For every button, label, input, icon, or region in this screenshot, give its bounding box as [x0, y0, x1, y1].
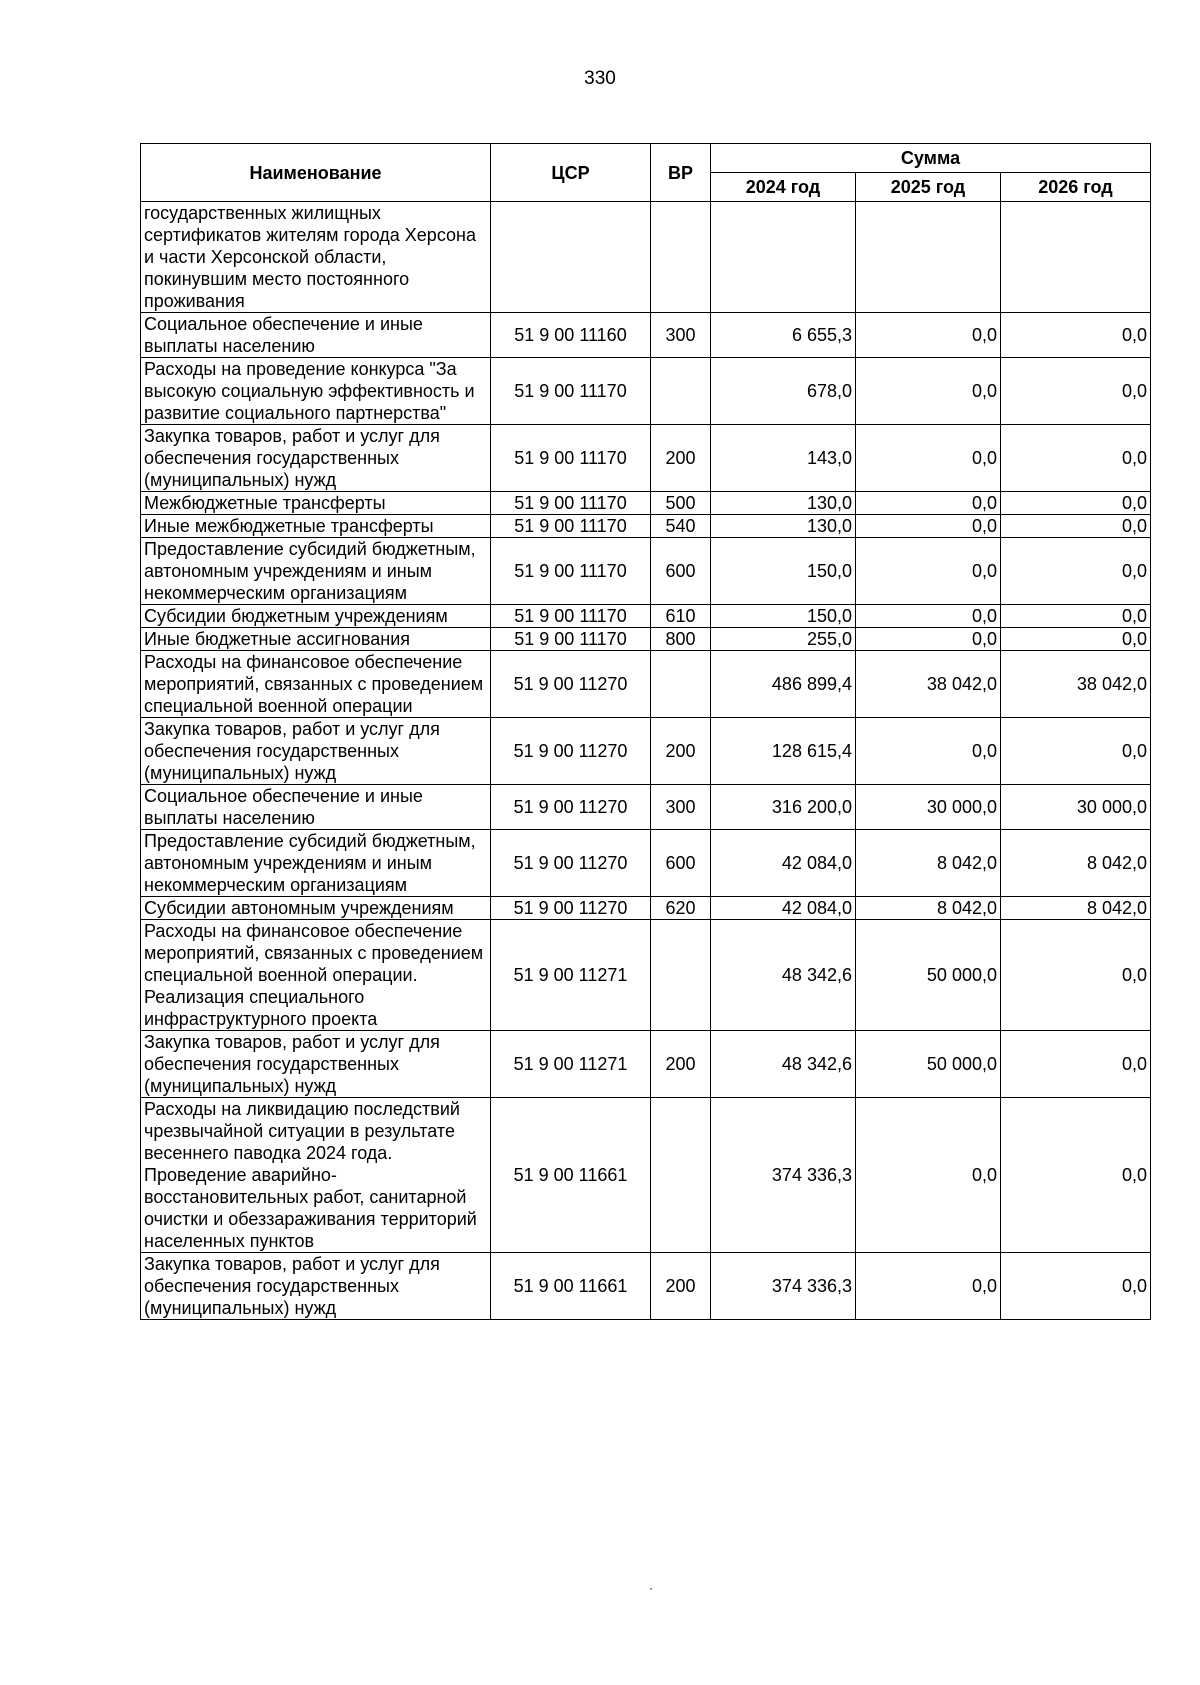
cell-y2026: 0,0 — [1001, 538, 1151, 605]
cell-y2024: 316 200,0 — [711, 785, 856, 830]
cell-csr: 51 9 00 11170 — [491, 515, 651, 538]
cell-csr: 51 9 00 11270 — [491, 897, 651, 920]
cell-csr: 51 9 00 11270 — [491, 785, 651, 830]
table-row — [141, 651, 1151, 718]
cell-y2025: 0,0 — [856, 1253, 1001, 1320]
table-row — [141, 1098, 1151, 1253]
cell-name: Расходы на ликвидацию последствий чрезвычайной ситуации в результате весеннего паводка 2024 года. Проведение аварийно-восстановительных работ, санитарной очистки и обеззараживания территорий населенных пунктов — [141, 1098, 491, 1253]
cell-vr: 600 — [651, 538, 711, 605]
cell-y2026: 30 000,0 — [1001, 785, 1151, 830]
cell-y2026: 0,0 — [1001, 358, 1151, 425]
cell-name: Закупка товаров, работ и услуг для обеспечения государственных (муниципальных) нужд — [141, 425, 491, 492]
cell-y2025: 50 000,0 — [856, 920, 1001, 1031]
cell-name: Иные бюджетные ассигнования — [141, 628, 491, 651]
cell-vr: 620 — [651, 897, 711, 920]
cell-y2025: 50 000,0 — [856, 1031, 1001, 1098]
cell-y2025: 0,0 — [856, 515, 1001, 538]
cell-y2026: 38 042,0 — [1001, 651, 1151, 718]
cell-name: государственных жилищных сертификатов жителям города Херсона и части Херсонской области, покинувшим место постоянного проживания — [141, 202, 491, 313]
cell-y2024: 486 899,4 — [711, 651, 856, 718]
cell-y2025: 0,0 — [856, 1098, 1001, 1253]
budget-table — [140, 143, 1151, 1320]
cell-y2026: 0,0 — [1001, 425, 1151, 492]
cell-name: Предоставление субсидий бюджетным, автономным учреждениям и иным некоммерческим организациям — [141, 538, 491, 605]
cell-vr: 200 — [651, 425, 711, 492]
cell-y2024: 128 615,4 — [711, 718, 856, 785]
cell-csr: 51 9 00 11160 — [491, 313, 651, 358]
cell-name: Межбюджетные трансферты — [141, 492, 491, 515]
cell-y2025: 38 042,0 — [856, 651, 1001, 718]
cell-y2024: 678,0 — [711, 358, 856, 425]
table-row — [141, 1031, 1151, 1098]
cell-csr: 51 9 00 11270 — [491, 718, 651, 785]
table-row — [141, 628, 1151, 651]
cell-y2025: 0,0 — [856, 358, 1001, 425]
cell-csr: 51 9 00 11661 — [491, 1098, 651, 1253]
cell-name: Закупка товаров, работ и услуг для обеспечения государственных (муниципальных) нужд — [141, 1253, 491, 1320]
cell-y2025: 8 042,0 — [856, 830, 1001, 897]
cell-csr — [491, 202, 651, 313]
cell-csr: 51 9 00 11661 — [491, 1253, 651, 1320]
cell-vr: 540 — [651, 515, 711, 538]
cell-csr: 51 9 00 11170 — [491, 628, 651, 651]
cell-y2026 — [1001, 202, 1151, 313]
cell-name: Закупка товаров, работ и услуг для обеспечения государственных (муниципальных) нужд — [141, 718, 491, 785]
cell-csr: 51 9 00 11170 — [491, 605, 651, 628]
cell-name: Расходы на проведение конкурса "За высокую социальную эффективность и развитие социального партнерства" — [141, 358, 491, 425]
cell-y2025: 0,0 — [856, 313, 1001, 358]
cell-name: Субсидии бюджетным учреждениям — [141, 605, 491, 628]
table-row — [141, 313, 1151, 358]
cell-y2024: 150,0 — [711, 538, 856, 605]
cell-y2025: 30 000,0 — [856, 785, 1001, 830]
cell-y2025 — [856, 202, 1001, 313]
table-body — [141, 202, 1151, 1320]
header-csr: ЦСР — [491, 144, 651, 202]
cell-y2025: 0,0 — [856, 605, 1001, 628]
table-row — [141, 515, 1151, 538]
cell-name: Закупка товаров, работ и услуг для обеспечения государственных (муниципальных) нужд — [141, 1031, 491, 1098]
cell-vr: 500 — [651, 492, 711, 515]
cell-y2024: 42 084,0 — [711, 897, 856, 920]
scan-dot — [650, 1588, 652, 1590]
cell-name: Предоставление субсидий бюджетным, автономным учреждениям и иным некоммерческим организациям — [141, 830, 491, 897]
cell-name: Субсидии автономным учреждениям — [141, 897, 491, 920]
table-row — [141, 897, 1151, 920]
cell-y2026: 0,0 — [1001, 1098, 1151, 1253]
cell-vr — [651, 651, 711, 718]
cell-vr: 600 — [651, 830, 711, 897]
cell-y2024: 255,0 — [711, 628, 856, 651]
cell-name: Социальное обеспечение и иные выплаты населению — [141, 785, 491, 830]
cell-y2025: 0,0 — [856, 538, 1001, 605]
cell-y2024: 150,0 — [711, 605, 856, 628]
cell-y2025: 0,0 — [856, 718, 1001, 785]
cell-csr: 51 9 00 11271 — [491, 1031, 651, 1098]
page-number: 330 — [584, 68, 616, 89]
cell-y2026: 0,0 — [1001, 718, 1151, 785]
cell-csr: 51 9 00 11170 — [491, 538, 651, 605]
cell-name: Расходы на финансовое обеспечение мероприятий, связанных с проведением специальной военной операции — [141, 651, 491, 718]
cell-vr: 200 — [651, 718, 711, 785]
table-row — [141, 1253, 1151, 1320]
header-2025: 2025 год — [856, 173, 1001, 202]
cell-csr: 51 9 00 11271 — [491, 920, 651, 1031]
cell-vr — [651, 358, 711, 425]
cell-y2024: 143,0 — [711, 425, 856, 492]
cell-vr: 300 — [651, 785, 711, 830]
table-row — [141, 492, 1151, 515]
cell-y2026: 0,0 — [1001, 605, 1151, 628]
table-row — [141, 605, 1151, 628]
header-vr: ВР — [651, 144, 711, 202]
cell-vr — [651, 202, 711, 313]
cell-y2026: 0,0 — [1001, 1031, 1151, 1098]
cell-y2024: 130,0 — [711, 492, 856, 515]
header-2024: 2024 год — [711, 173, 856, 202]
table-row — [141, 830, 1151, 897]
cell-vr: 610 — [651, 605, 711, 628]
cell-vr: 800 — [651, 628, 711, 651]
cell-y2026: 0,0 — [1001, 313, 1151, 358]
header-2026: 2026 год — [1001, 173, 1151, 202]
cell-y2026: 0,0 — [1001, 492, 1151, 515]
cell-y2026: 0,0 — [1001, 920, 1151, 1031]
cell-y2026: 8 042,0 — [1001, 830, 1151, 897]
cell-y2026: 8 042,0 — [1001, 897, 1151, 920]
cell-y2024: 374 336,3 — [711, 1098, 856, 1253]
table-row — [141, 358, 1151, 425]
cell-csr: 51 9 00 11270 — [491, 651, 651, 718]
cell-y2026: 0,0 — [1001, 628, 1151, 651]
table-row — [141, 920, 1151, 1031]
cell-vr — [651, 920, 711, 1031]
cell-y2024: 48 342,6 — [711, 1031, 856, 1098]
cell-y2026: 0,0 — [1001, 1253, 1151, 1320]
table-row — [141, 425, 1151, 492]
cell-y2025: 8 042,0 — [856, 897, 1001, 920]
cell-y2025: 0,0 — [856, 492, 1001, 515]
cell-csr: 51 9 00 11170 — [491, 492, 651, 515]
cell-y2025: 0,0 — [856, 628, 1001, 651]
cell-y2024: 130,0 — [711, 515, 856, 538]
cell-y2026: 0,0 — [1001, 515, 1151, 538]
cell-vr: 300 — [651, 313, 711, 358]
cell-vr: 200 — [651, 1253, 711, 1320]
cell-csr: 51 9 00 11170 — [491, 425, 651, 492]
cell-y2024 — [711, 202, 856, 313]
cell-y2024: 42 084,0 — [711, 830, 856, 897]
table-row — [141, 538, 1151, 605]
cell-y2025: 0,0 — [856, 425, 1001, 492]
table-row — [141, 202, 1151, 313]
cell-vr — [651, 1098, 711, 1253]
table-row — [141, 785, 1151, 830]
cell-y2024: 374 336,3 — [711, 1253, 856, 1320]
cell-name: Социальное обеспечение и иные выплаты населению — [141, 313, 491, 358]
cell-csr: 51 9 00 11270 — [491, 830, 651, 897]
header-sum: Сумма — [711, 144, 1151, 173]
cell-y2024: 48 342,6 — [711, 920, 856, 1031]
table-row — [141, 718, 1151, 785]
cell-name: Расходы на финансовое обеспечение мероприятий, связанных с проведением специальной военной операции. Реализация специального инфраструктурного проекта — [141, 920, 491, 1031]
header-name: Наименование — [141, 144, 491, 202]
cell-vr: 200 — [651, 1031, 711, 1098]
cell-name: Иные межбюджетные трансферты — [141, 515, 491, 538]
cell-y2024: 6 655,3 — [711, 313, 856, 358]
cell-csr: 51 9 00 11170 — [491, 358, 651, 425]
